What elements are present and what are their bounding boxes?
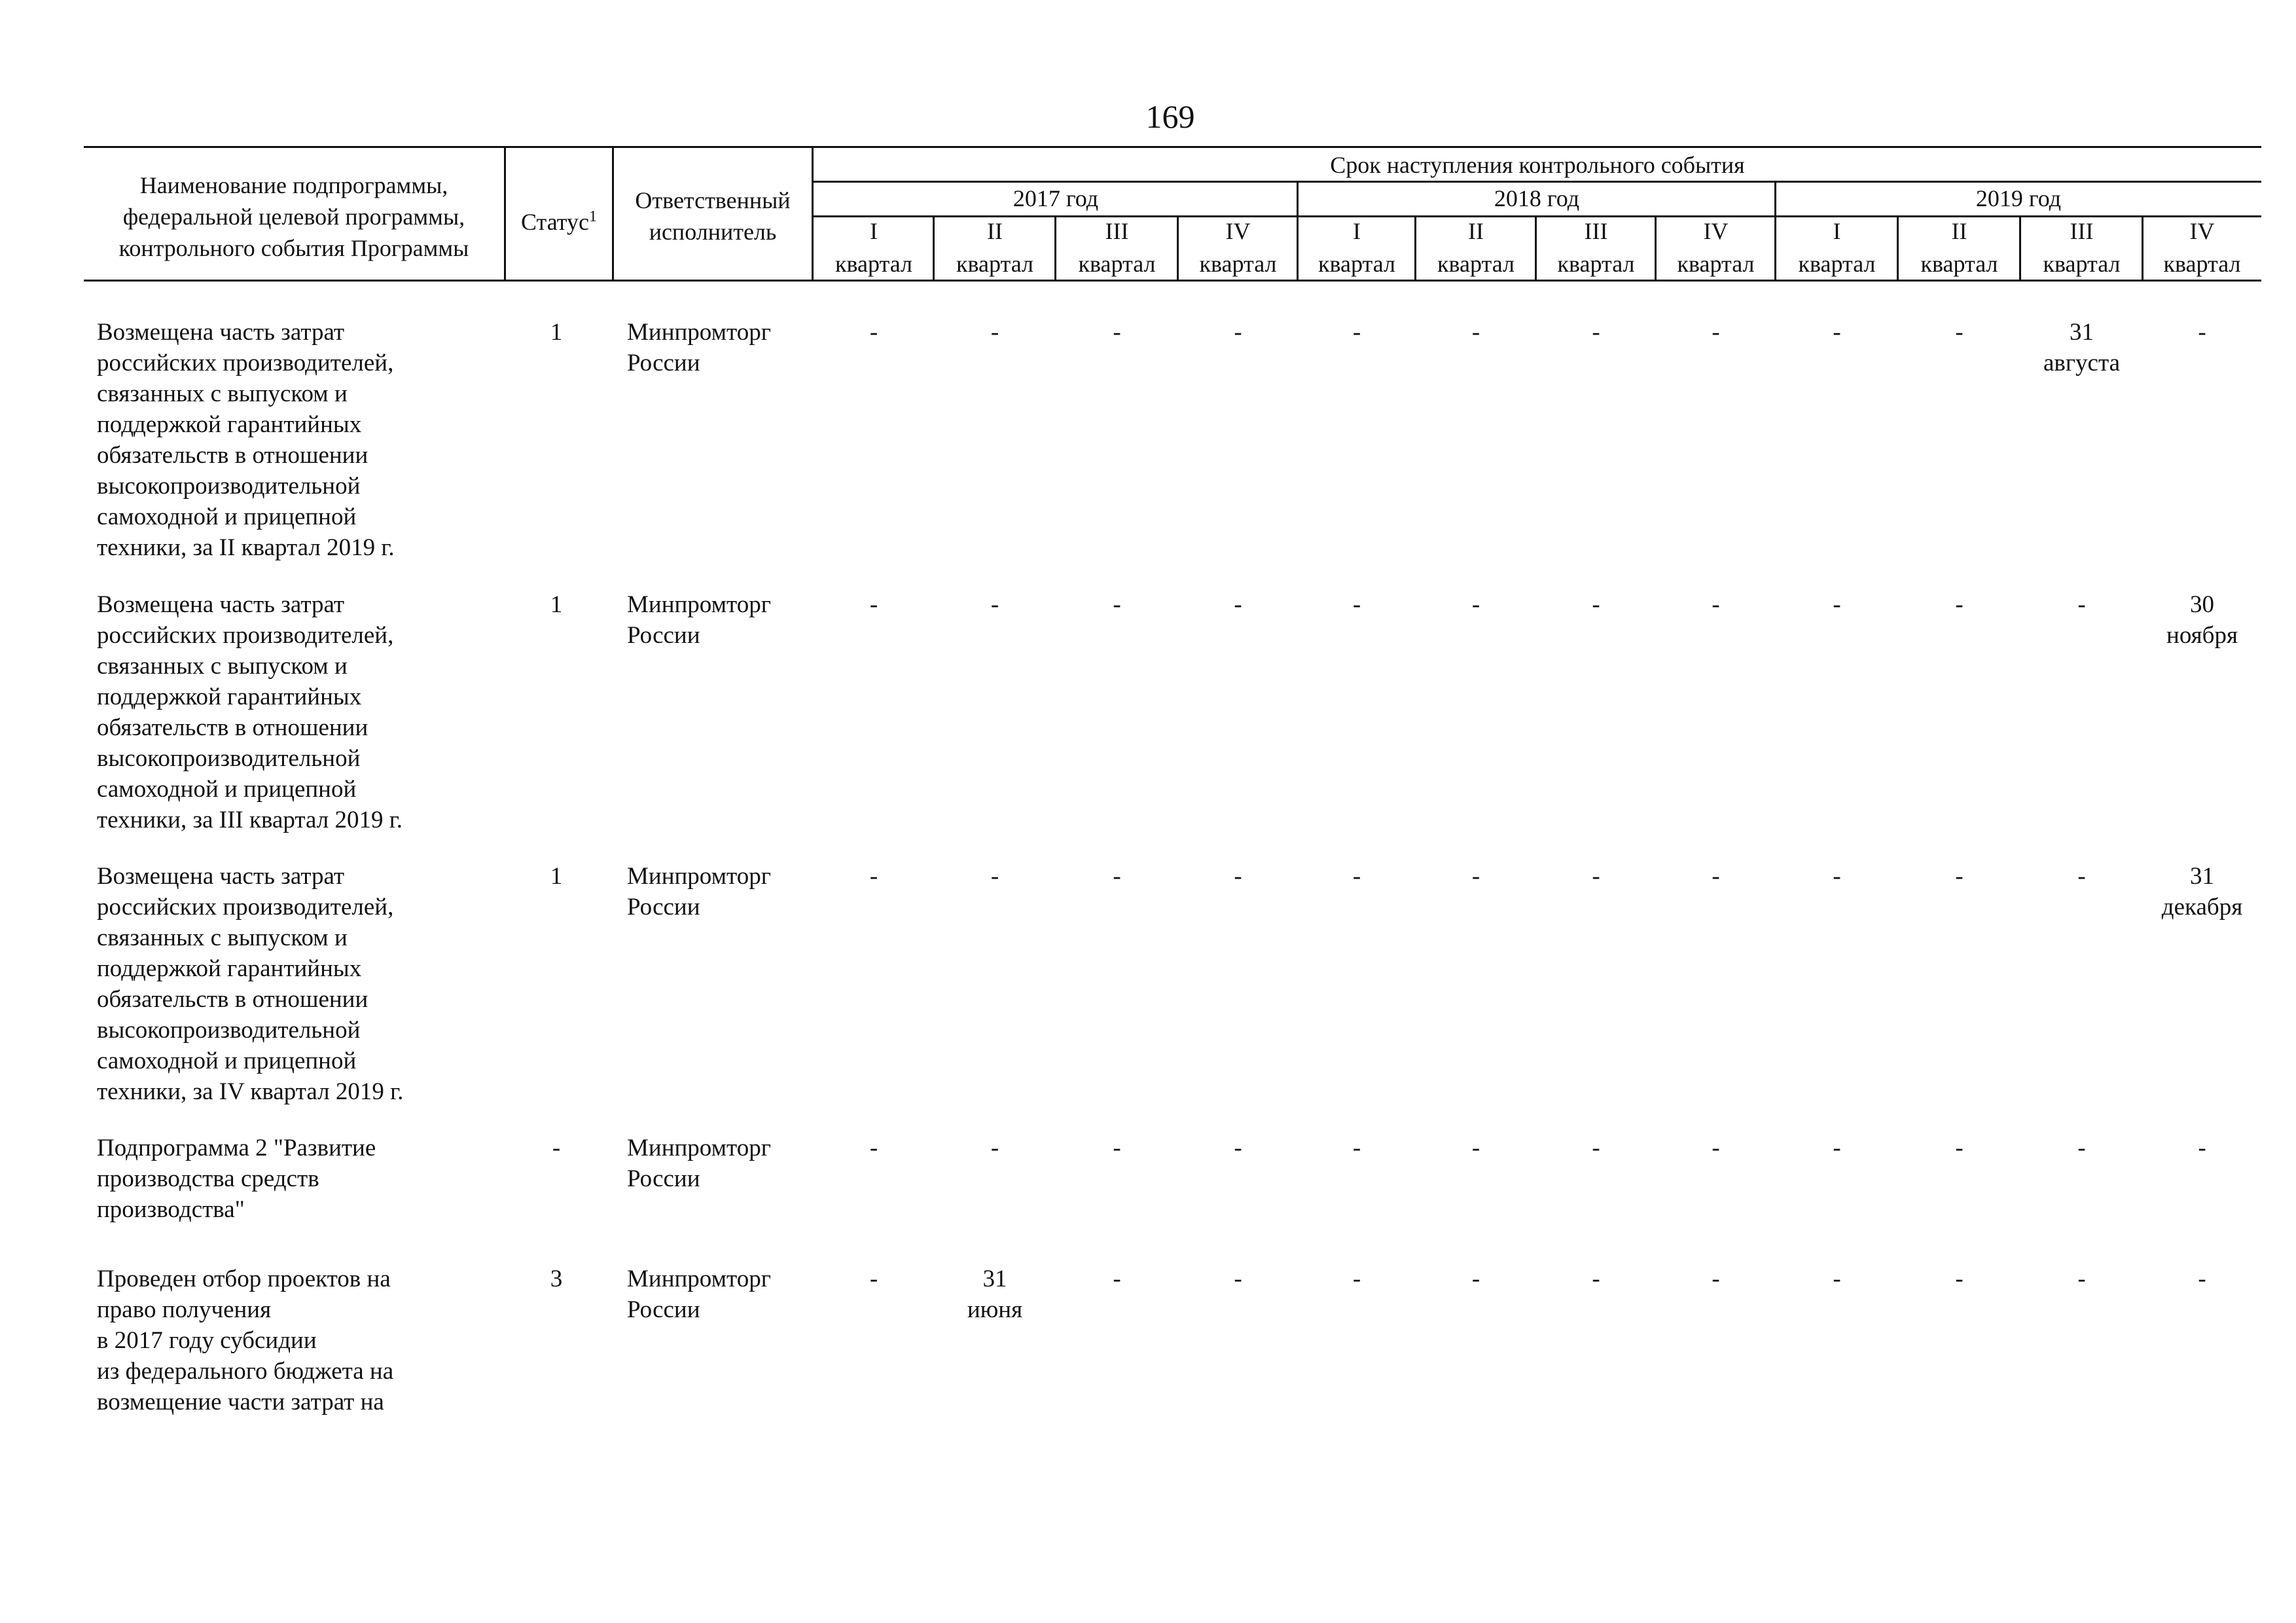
row-quarter-value: -: [1113, 1266, 1121, 1292]
row-quarter-value: -: [1592, 1266, 1600, 1292]
row-name-line: техники, за II квартал 2019 г.: [97, 534, 395, 561]
row-quarter-value: -: [1712, 863, 1720, 890]
header-quarter-word: квартал: [2043, 251, 2121, 277]
row-name-line: обязательств в отношении: [97, 442, 368, 469]
row-executor-line: России: [627, 1296, 700, 1323]
header-exec-col: Ответственный: [635, 187, 791, 213]
row-quarter-value: -: [1352, 863, 1361, 890]
row-quarter-value: -: [990, 319, 999, 346]
header-quarter-numeral: II: [987, 218, 1003, 244]
row-name-line: в 2017 году субсидии: [97, 1327, 317, 1354]
row-name-line: поддержкой гарантийных: [97, 684, 362, 710]
row-quarter-value: -: [1592, 591, 1600, 618]
row-quarter-value: -: [1352, 1266, 1361, 1292]
header-quarter-numeral: I: [1833, 218, 1841, 244]
row-name-line: поддержкой гарантийных: [97, 411, 362, 438]
row-name-line: Возмещена часть затрат: [97, 863, 345, 890]
row-quarter-value: -: [1234, 1135, 1242, 1161]
row-quarter-value: -: [1712, 591, 1720, 618]
row-quarter-value: -: [1352, 319, 1361, 346]
row-status: 1: [550, 319, 563, 346]
header-quarter-word: квартал: [1677, 251, 1755, 277]
row-name-line: Подпрограмма 2 "Развитие: [97, 1135, 376, 1161]
row-executor-line: России: [627, 1165, 700, 1192]
footnote-marker: 1: [589, 208, 597, 225]
row-name-line: поддержкой гарантийных: [97, 955, 362, 982]
row-quarter-value: -: [1234, 319, 1242, 346]
row-quarter-value: 31: [982, 1266, 1007, 1292]
row-name-line: производства средств: [97, 1165, 319, 1192]
row-quarter-value: -: [869, 1135, 878, 1161]
row-quarter-value: -: [1471, 1135, 1480, 1161]
header-quarter-numeral: I: [1353, 218, 1361, 244]
row-status: 3: [550, 1266, 563, 1292]
header-quarter-word: квартал: [1557, 251, 1635, 277]
header-quarter-numeral: II: [1468, 218, 1484, 244]
header-status-col: [506, 202, 612, 237]
row-name-line: из федерального бюджета на: [97, 1358, 394, 1385]
header-year: 2019 год: [1975, 185, 2062, 211]
row-quarter-value: -: [1592, 863, 1600, 890]
row-quarter-value: -: [1471, 1266, 1480, 1292]
header-quarter-numeral: III: [1584, 218, 1608, 244]
row-quarter-value: -: [1712, 1135, 1720, 1161]
header-quarter-numeral: III: [2070, 218, 2094, 244]
row-name-line: связанных с выпуском и: [97, 380, 348, 407]
header-quarter-numeral: IV: [2189, 218, 2215, 244]
row-quarter-value: -: [1592, 1135, 1600, 1161]
row-name-line: возмещение части затрат на: [97, 1389, 384, 1415]
header-name-col: Наименование подпрограммы,: [139, 172, 448, 198]
row-name-line: связанных с выпуском и: [97, 653, 348, 680]
row-name-line: высокопроизводительной: [97, 473, 361, 500]
header-quarter-word: квартал: [1437, 251, 1515, 277]
header-quarter-word: квартал: [1199, 251, 1277, 277]
row-name-line: техники, за III квартал 2019 г.: [97, 807, 403, 833]
row-status: 1: [550, 591, 563, 618]
header-status-label: Статус: [521, 209, 589, 235]
row-quarter-value: -: [1955, 1135, 1964, 1161]
table-top-border: [84, 146, 2261, 148]
row-status: -: [552, 1135, 561, 1161]
header-deadline-title: Срок наступления контрольного события: [1330, 152, 1745, 178]
row-quarter-value: ноября: [2166, 622, 2238, 649]
row-quarter-value: -: [869, 591, 878, 618]
row-quarter-value: августа: [2043, 350, 2121, 376]
row-quarter-value: -: [1234, 863, 1242, 890]
header-quarter-word: квартал: [1318, 251, 1395, 277]
row-executor-line: России: [627, 350, 700, 376]
row-name-line: российских производителей,: [97, 350, 394, 376]
row-quarter-value: 31: [2070, 319, 2094, 346]
row-quarter-value: -: [869, 319, 878, 346]
header-name-col: контрольного события Программы: [118, 235, 469, 261]
header-quarter-numeral: IV: [1225, 218, 1251, 244]
row-name-line: Возмещена часть затрат: [97, 591, 345, 618]
row-quarter-value: -: [2198, 1135, 2206, 1161]
header-quarter-numeral: I: [870, 218, 878, 244]
row-name-line: обязательств в отношении: [97, 714, 368, 741]
row-name-line: обязательств в отношении: [97, 986, 368, 1013]
row-name-line: самоходной и прицепной: [97, 776, 357, 803]
row-quarter-value: -: [2077, 591, 2086, 618]
row-quarter-value: -: [869, 863, 878, 890]
row-quarter-value: -: [1833, 863, 1841, 890]
row-quarter-value: -: [1113, 591, 1121, 618]
row-executor-line: Минпромторг: [627, 591, 771, 618]
row-quarter-value: 31: [2190, 863, 2214, 890]
row-quarter-value: -: [1234, 591, 1242, 618]
row-quarter-value: -: [1113, 1135, 1121, 1161]
row-quarter-value: -: [2077, 863, 2086, 890]
row-name-line: Возмещена часть затрат: [97, 319, 345, 346]
row-status: 1: [550, 863, 563, 890]
row-quarter-value: декабря: [2161, 894, 2243, 921]
header-quarter-word: квартал: [1798, 251, 1876, 277]
header-quarter-numeral: IV: [1703, 218, 1729, 244]
row-name-line: высокопроизводительной: [97, 1017, 361, 1044]
row-quarter-value: 30: [2190, 591, 2214, 618]
row-name-line: самоходной и прицепной: [97, 1048, 357, 1074]
row-executor-line: России: [627, 622, 700, 649]
header-quarter-word: квартал: [1920, 251, 1998, 277]
row-quarter-value: июня: [967, 1296, 1023, 1323]
row-quarter-value: -: [1833, 319, 1841, 346]
row-quarter-value: -: [990, 1135, 999, 1161]
row-quarter-value: -: [1955, 1266, 1964, 1292]
row-quarter-value: -: [1955, 319, 1964, 346]
row-quarter-value: -: [2077, 1266, 2086, 1292]
row-name-line: самоходной и прицепной: [97, 503, 357, 530]
page-number: 169: [1145, 98, 1195, 135]
deadline-title-underline: [814, 181, 2261, 183]
header-year: 2018 год: [1494, 185, 1580, 211]
row-quarter-value: -: [2198, 1266, 2206, 1292]
row-executor-line: Минпромторг: [627, 1135, 771, 1161]
row-name-line: производства": [97, 1196, 245, 1223]
header-quarter-word: квартал: [956, 251, 1033, 277]
header-quarter-word: квартал: [1078, 251, 1156, 277]
header-exec-col: исполнитель: [649, 219, 777, 245]
row-quarter-value: -: [1712, 1266, 1720, 1292]
row-quarter-value: -: [2077, 1135, 2086, 1161]
header-year: 2017 год: [1013, 185, 1099, 211]
row-quarter-value: -: [1833, 591, 1841, 618]
row-quarter-value: -: [1113, 319, 1121, 346]
row-quarter-value: -: [990, 591, 999, 618]
row-quarter-value: -: [1955, 591, 1964, 618]
row-quarter-value: -: [1712, 319, 1720, 346]
row-quarter-value: -: [1471, 591, 1480, 618]
row-quarter-value: -: [1113, 863, 1121, 890]
row-executor-line: Минпромторг: [627, 1266, 771, 1292]
row-quarter-value: -: [1833, 1266, 1841, 1292]
row-quarter-value: -: [1352, 1135, 1361, 1161]
row-executor-line: Минпромторг: [627, 319, 771, 346]
row-quarter-value: -: [1833, 1135, 1841, 1161]
header-quarter-word: квартал: [835, 251, 912, 277]
row-quarter-value: -: [2198, 319, 2206, 346]
header-name-col: федеральной целевой программы,: [122, 204, 465, 230]
row-quarter-value: -: [990, 863, 999, 890]
header-quarter-word: квартал: [2163, 251, 2241, 277]
header-quarter-numeral: II: [1951, 218, 1967, 244]
row-quarter-value: -: [1592, 319, 1600, 346]
row-quarter-value: -: [869, 1266, 878, 1292]
row-executor-line: Минпромторг: [627, 863, 771, 890]
header-quarter-numeral: III: [1105, 218, 1129, 244]
row-quarter-value: -: [1955, 863, 1964, 890]
row-executor-line: России: [627, 894, 700, 921]
row-quarter-value: -: [1352, 591, 1361, 618]
row-name-line: право получения: [97, 1296, 272, 1323]
row-name-line: Проведен отбор проектов на: [97, 1266, 391, 1292]
row-quarter-value: -: [1471, 319, 1480, 346]
row-quarter-value: -: [1471, 863, 1480, 890]
row-quarter-value: -: [1234, 1266, 1242, 1292]
row-name-line: российских производителей,: [97, 622, 394, 649]
header-bottom-border: [84, 280, 2261, 282]
row-name-line: российских производителей,: [97, 894, 394, 921]
row-name-line: техники, за IV квартал 2019 г.: [97, 1078, 404, 1105]
row-name-line: высокопроизводительной: [97, 745, 361, 772]
row-name-line: связанных с выпуском и: [97, 924, 348, 951]
